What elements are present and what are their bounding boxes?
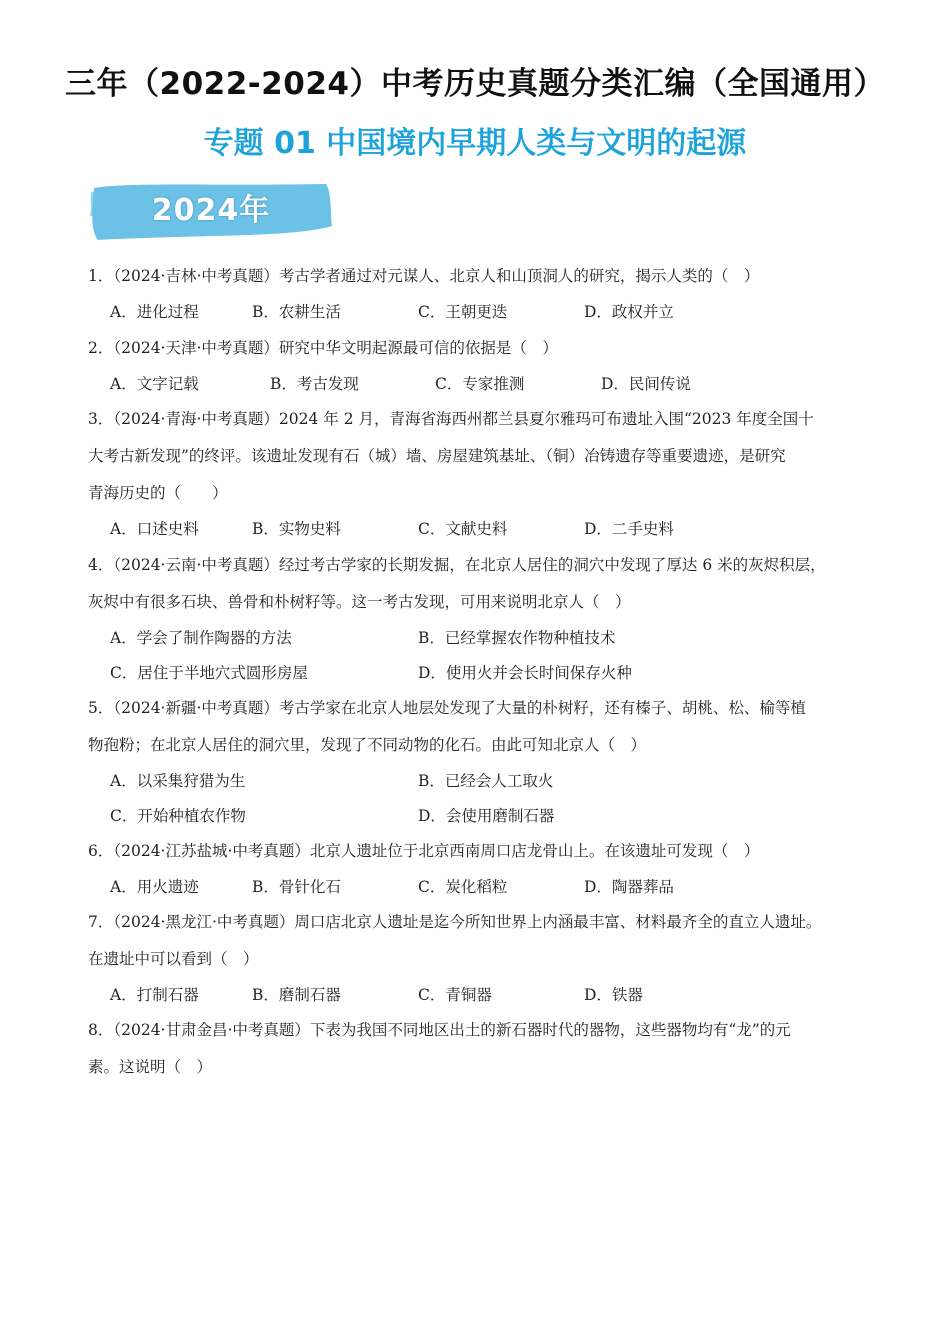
- q6-option-b: B．骨针化石: [252, 878, 341, 896]
- document-title: 三年（2022-2024）中考历史真题分类汇编（全国通用）: [65, 66, 885, 102]
- q4-line-2: 灰烬中有很多石块、兽骨和朴树籽等。这一考古发现，可用来说明北京人（ ）: [88, 593, 631, 611]
- q2-option-c: C．专家推测: [435, 375, 525, 393]
- q2-option-b: B．考古发现: [270, 375, 359, 393]
- q3-option-c: C．文献史料: [418, 520, 508, 538]
- q7-option-a: A．打制石器: [110, 986, 199, 1004]
- year-badge-label: 2024年: [151, 193, 271, 228]
- q8-line-2: 素。这说明（ ）: [88, 1058, 213, 1076]
- q4-option-c: C．居住于半地穴式圆形房屋: [110, 664, 308, 682]
- q7-option-d: D．铁器: [584, 986, 643, 1004]
- q3-option-a: A．口述史料: [110, 520, 199, 538]
- q6-option-d: D．陶器葬品: [584, 878, 674, 896]
- q1-option-c: C．王朝更迭: [418, 303, 508, 321]
- topic-subtitle: 专题 01 中国境内早期人类与文明的起源: [203, 126, 747, 161]
- q5-line-1: 5．（2024·新疆·中考真题）考古学家在北京人地层处发现了大量的朴树籽，还有榛子、胡桃、松、榆等植: [88, 699, 806, 717]
- q5-option-b: B．已经会人工取火: [418, 772, 554, 790]
- q7-line-1: 7．（2024·黑龙江·中考真题）周口店北京人遗址是迄今所知世界上内涵最丰富、材料最齐全的直立人遗址。: [88, 913, 822, 931]
- q7-option-c: C．青铜器: [418, 986, 492, 1004]
- q8-line-1: 8．（2024·甘肃金昌·中考真题）下表为我国不同地区出土的新石器时代的器物，这些器物均有“龙”的元: [88, 1021, 791, 1039]
- q1-option-b: B．农耕生活: [252, 303, 341, 321]
- q3-option-d: D．二手史料: [584, 520, 674, 538]
- q3-line-2: 大考古新发现”的终评。该遗址发现有石（城）墙、房屋建筑基址、（铜）冶铸遗存等重要遗迹，是研究: [88, 447, 786, 465]
- q2-line-1: 2．（2024·天津·中考真题）研究中华文明起源最可信的依据是（ ）: [88, 339, 558, 357]
- q7-line-2: 在遗址中可以看到（ ）: [88, 950, 259, 968]
- q5-option-a: A．以采集狩猎为生: [110, 772, 246, 790]
- q4-option-b: B．已经掌握农作物种植技术: [418, 629, 616, 647]
- q4-option-a: A．学会了制作陶器的方法: [110, 629, 292, 647]
- q5-option-d: D．会使用磨制石器: [418, 807, 555, 825]
- q2-option-d: D．民间传说: [601, 375, 691, 393]
- q1-option-a: A．进化过程: [110, 303, 199, 321]
- q5-option-c: C．开始种植农作物: [110, 807, 246, 825]
- q5-line-2: 物孢粉；在北京人居住的洞穴里，发现了不同动物的化石。由此可知北京人（ ）: [88, 736, 647, 754]
- q4-line-1: 4．（2024·云南·中考真题）经过考古学家的长期发掘，在北京人居住的洞穴中发现了厚达 6 米的灰烬积层，: [88, 556, 826, 574]
- q1-option-d: D．政权并立: [584, 303, 674, 321]
- q2-option-a: A．文字记载: [110, 375, 199, 393]
- q3-line-3: 青海历史的（ ）: [88, 484, 228, 502]
- q6-option-c: C．炭化稻粒: [418, 878, 508, 896]
- q3-line-1: 3．（2024·青海·中考真题）2024 年 2 月，青海省海西州都兰县夏尔雅玛可布遗址入围“2023 年度全国十: [88, 410, 814, 428]
- year-badge: [88, 180, 334, 242]
- q3-option-b: B．实物史料: [252, 520, 341, 538]
- q6-option-a: A．用火遗迹: [110, 878, 199, 896]
- q4-option-d: D．使用火并会长时间保存火种: [418, 664, 632, 682]
- q7-option-b: B．磨制石器: [252, 986, 341, 1004]
- q1-line-1: 1．（2024·吉林·中考真题）考古学者通过对元谋人、北京人和山顶洞人的研究，揭示人类的（ ）: [88, 267, 760, 285]
- q6-line-1: 6．（2024·江苏盐城·中考真题）北京人遗址位于北京西南周口店龙骨山上。在该遗址可发现（ ）: [88, 842, 760, 860]
